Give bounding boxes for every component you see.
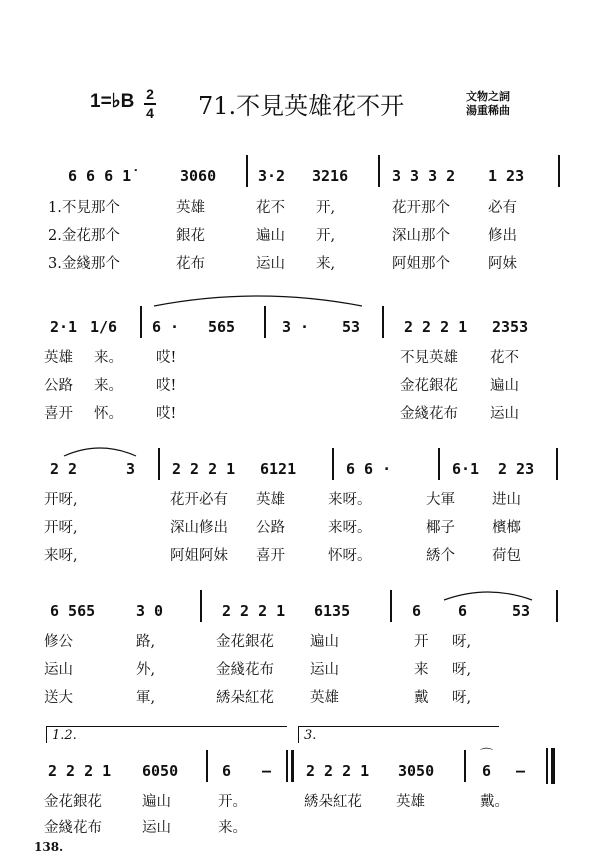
lyric: 来呀。 [328,520,372,536]
lyric: 遍山 [310,634,339,650]
lyric: 外, [136,662,156,678]
lyric: 运山 [44,662,73,678]
lyric: 英雄 [256,492,285,508]
lyric: 阿姐那个 [392,256,450,272]
lyric: 开呀, [44,520,78,536]
lyric: 运山 [310,662,339,678]
barline [378,155,380,187]
note-group: 6 [458,602,468,620]
lyric: 运山 [256,256,285,272]
note-group: 2353 [492,318,529,336]
slur [150,292,366,308]
lyric: 英雄 [44,350,73,366]
volta-label-2: 3. [304,728,317,743]
note-group: 6 · [152,318,180,336]
note-group: 2 2 2 1 [404,318,468,336]
lyric: 2.金花那个 [48,228,120,244]
lyric: 花不 [256,200,285,216]
lyric: 深山修出 [170,520,228,536]
repeat-barline [286,750,288,782]
lyric: 来 [414,662,429,678]
time-signature-top: 2 [146,86,154,102]
lyric: 来。 [94,378,123,394]
barline [158,448,160,480]
lyric: 哎! [156,406,177,422]
lyric: 綉朵紅花 [216,690,274,706]
note-group: 2 2 2 1 [172,460,236,478]
fermata: ⌒ [480,748,494,763]
note-group: 3216 [312,167,349,185]
lyric: 阿妹 [488,256,517,272]
barline [556,448,558,480]
note-group: 2 2 2 1 [48,762,112,780]
lyric: 修出 [488,228,517,244]
lyric: 阿姐阿妹 [170,548,228,564]
lyric: 大軍 [426,492,455,508]
lyric: 开 [414,634,429,650]
lyric: 开, [316,228,336,244]
barline [390,590,392,622]
note-group: 6 [482,762,492,780]
note-group: 2 2 [50,460,78,478]
lyric: 进山 [492,492,521,508]
lyric: 必有 [488,200,517,216]
lyric: 花布 [176,256,205,272]
barline [140,306,142,338]
key-signature: 1=♭B [90,91,135,112]
volta-bracket-2 [298,726,499,743]
note-group: 6 6 6 1̇ [68,167,132,185]
grace-note: 1/6 [90,318,118,336]
lyric: 呀, [452,690,472,706]
lyric: 深山那个 [392,228,450,244]
note-group: 6050 [142,762,179,780]
note-group: – [516,762,526,780]
page-number: 138. [34,840,64,854]
lyric: 軍, [136,690,156,706]
slur [60,444,140,458]
lyric: 来。 [218,820,247,836]
lyric: 送大 [44,690,73,706]
lyric: 运山 [142,820,171,836]
note-group: 3 [126,460,136,478]
lyric: 檳榔 [492,520,521,536]
lyric: 开。 [218,794,247,810]
note-group: 3·2 [258,167,286,185]
lyric: 修公 [44,634,73,650]
final-barline [551,748,555,784]
barline [382,306,384,338]
lyric: 来呀, [44,548,78,564]
lyric: 哎! [156,350,177,366]
volta-label-1: 1.2. [52,728,77,743]
barline [558,155,560,187]
lyric: 运山 [490,406,519,422]
lyric: 椰子 [426,520,455,536]
note-group: 3 3 3 2 [392,167,456,185]
lyric: 金綫花布 [400,406,458,422]
lyric: 公路 [256,520,285,536]
lyric: 喜开 [44,406,73,422]
lyric: 哎! [156,378,177,394]
lyric: 呀, [452,662,472,678]
lyric: 英雄 [310,690,339,706]
note-group: 6 565 [50,602,96,620]
slur [440,588,536,602]
note-group: 565 [208,318,236,336]
note-group: 2 23 [498,460,535,478]
note-group: 53 [342,318,361,336]
note-group: 1 23 [488,167,525,185]
lyric: 1.不見那个 [48,200,120,216]
barline [206,750,208,782]
lyric: 路, [136,634,156,650]
lyric: 来呀。 [328,492,372,508]
lyric: 怀。 [94,406,123,422]
lyric: 英雄 [176,200,205,216]
note-group: 2 2 2 1 [222,602,286,620]
lyric: 英雄 [396,794,425,810]
lyric: 开呀, [44,492,78,508]
lyric: 金花銀花 [216,634,274,650]
note-group: 3050 [398,762,435,780]
lyric: 喜开 [256,548,285,564]
lyric: 戴。 [480,794,509,810]
composer-credit: 湯重稀曲 [466,104,510,117]
note-group: 3 0 [136,602,164,620]
barline [464,750,466,782]
barline [438,448,440,480]
lyric: 来, [316,256,336,272]
note-group: 6 [222,762,232,780]
repeat-barline [291,750,294,782]
note-group: 6135 [314,602,351,620]
song-title: 71.不見英雄花不开 [198,92,405,120]
time-signature-bottom: 4 [146,105,154,121]
lyric: 遍山 [256,228,285,244]
note-group: 3 · [282,318,310,336]
lyricist-credit: 文物之詞 [466,90,510,103]
lyric: 金花銀花 [44,794,102,810]
barline [332,448,334,480]
note-group: 6 6 · [346,460,392,478]
lyric: 花开那个 [392,200,450,216]
lyric: 金綫花布 [44,820,102,836]
lyric: 遍山 [490,378,519,394]
note-group: 3060 [180,167,217,185]
barline [246,155,248,187]
volta-bracket-1 [46,726,287,743]
lyric: 3.金綫那个 [48,256,120,272]
barline [556,590,558,622]
barline [264,306,266,338]
lyric: 花开必有 [170,492,228,508]
lyric: 花不 [490,350,519,366]
note-group: 6 [412,602,422,620]
note-group: 2·1 [50,318,78,336]
lyric: 怀呀。 [328,548,372,564]
lyric: 来。 [94,350,123,366]
note-group: 6121 [260,460,297,478]
final-barline [546,748,548,784]
note-group: 2 2 2 1 [306,762,370,780]
note-group: – [262,762,272,780]
note-group: 53 [512,602,531,620]
lyric: 公路 [44,378,73,394]
lyric: 金綫花布 [216,662,274,678]
note-group: 6·1 [452,460,480,478]
lyric: 不見英雄 [400,350,458,366]
lyric: 戴 [414,690,429,706]
lyric: 呀, [452,634,472,650]
lyric: 遍山 [142,794,171,810]
lyric: 銀花 [176,228,205,244]
lyric: 荷包 [492,548,521,564]
lyric: 开, [316,200,336,216]
lyric: 金花銀花 [400,378,458,394]
lyric: 綉个 [426,548,455,564]
lyric: 綉朵紅花 [304,794,362,810]
barline [200,590,202,622]
